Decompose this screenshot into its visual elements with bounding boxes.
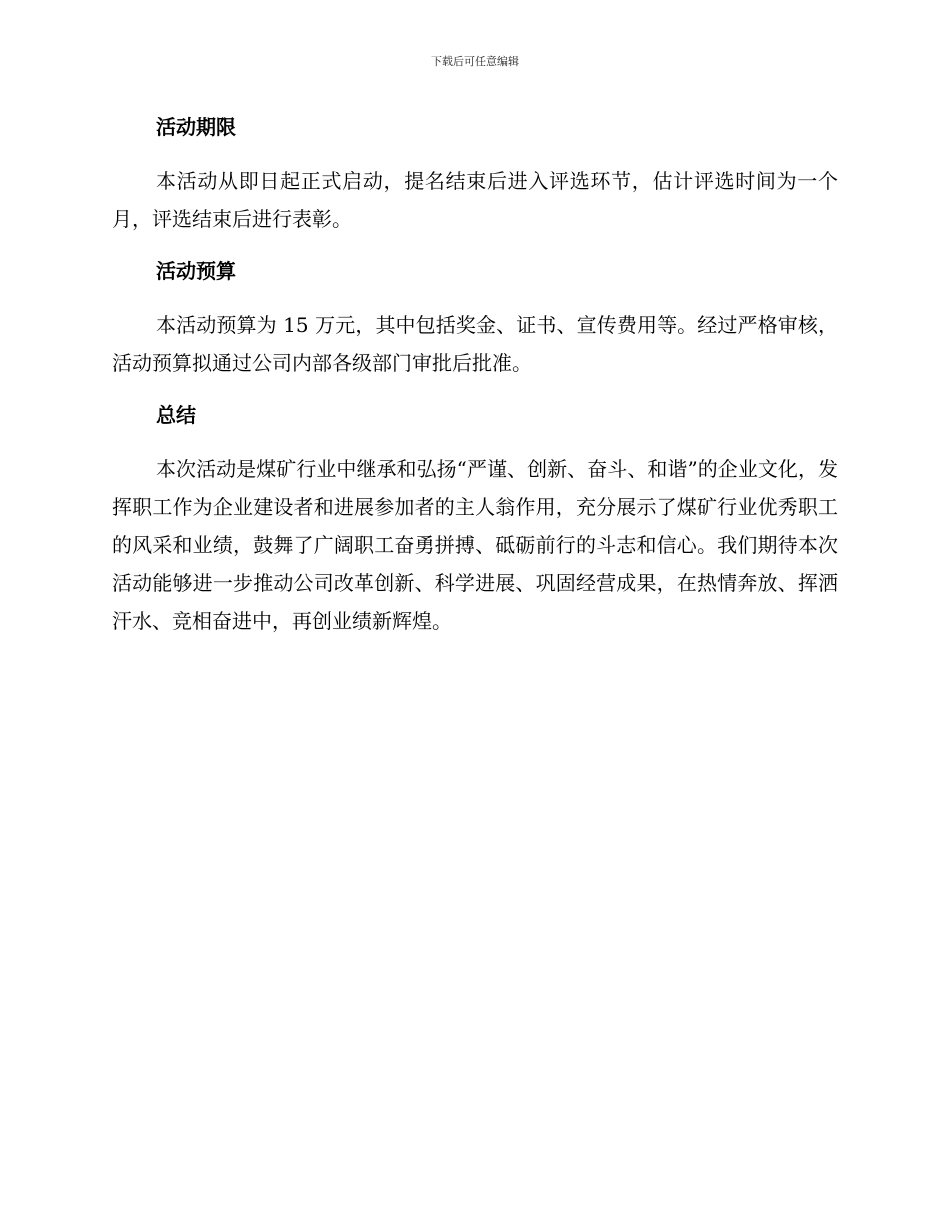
section-heading-summary: 总结	[156, 403, 196, 427]
section-paragraph-budget: 本活动预算为 15 万元，其中包括奖金、证书、宣传费用等。经过严格审核，活动预算拟通过公司内部各级部门审批后批准。	[112, 313, 838, 375]
section-heading-budget: 活动预算	[156, 259, 236, 283]
document-body	[112, 108, 838, 640]
section-paragraph-period: 本活动从即日起正式启动，提名结束后进入评选环节，估计评选时间为一个月，评选结束后进行表彰。	[112, 169, 838, 231]
page-header: 下载后可任意编辑	[431, 55, 519, 68]
section-heading-period: 活动期限	[156, 115, 236, 139]
section-paragraph-summary: 本次活动是煤矿行业中继承和弘扬“严谨、创新、奋斗、和谐”的企业文化，发挥职工作为企业建设者和进展参加者的主人翁作用，充分展示了煤矿行业优秀职工的风采和业绩，鼓舞了广阔职工奋勇拼搏、砥砺前行的斗志和信心。我们期待本次活动能够进一步推动公司改革创新、科学进展、巩固经营成果，在热情奔放、挥洒汗水、竞相奋进中，再创业绩新辉煌。	[112, 457, 838, 633]
